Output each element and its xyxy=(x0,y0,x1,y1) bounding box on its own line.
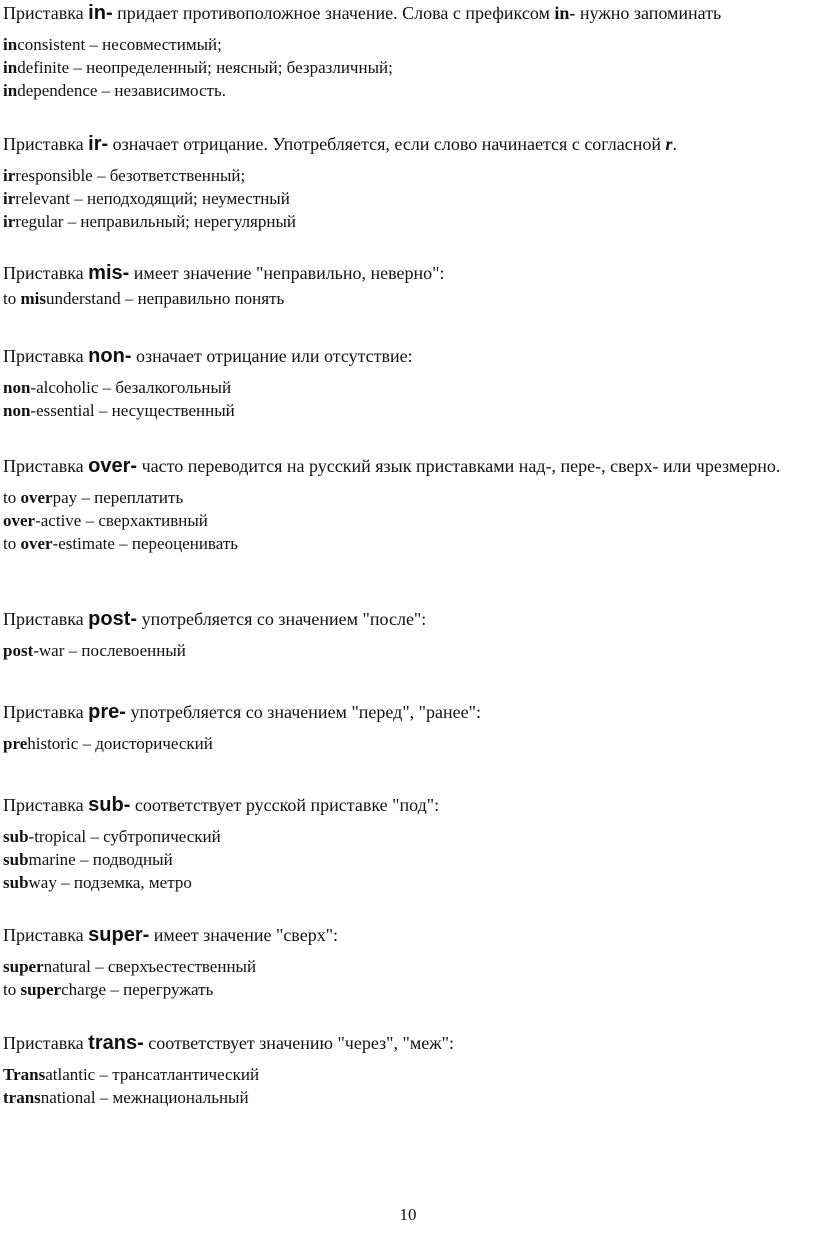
example-list xyxy=(3,33,813,102)
prefix-part: ir xyxy=(3,212,16,231)
prefix-part: sub xyxy=(3,873,29,892)
word-and-translation: atlantic – трансатлантический xyxy=(45,1065,260,1084)
prefix-part: ir xyxy=(3,166,16,185)
prefix-part: in xyxy=(3,58,18,77)
section-pre xyxy=(3,701,813,755)
word-and-translation: -estimate – переоценивать xyxy=(52,534,239,553)
word-and-translation: -war – послевоенный xyxy=(33,641,186,660)
example-line xyxy=(3,56,813,79)
prefix-heading: trans- xyxy=(88,1032,144,1054)
intro-lead: Приставка xyxy=(3,609,84,629)
intro-lead: Приставка xyxy=(3,3,84,23)
section-sub xyxy=(3,794,813,894)
prefix-part: super xyxy=(3,957,44,976)
example-line: to misunderstand – неправильно понять xyxy=(3,289,285,308)
prefix-heading: over- xyxy=(88,455,138,477)
intro-text: имеет значение "неправильно, неверно": xyxy=(133,263,445,283)
prefix-heading: non- xyxy=(88,345,132,367)
example-list xyxy=(3,732,813,755)
example-line xyxy=(3,825,813,848)
example-line xyxy=(3,732,813,755)
section-ir xyxy=(3,133,813,233)
word-and-translation: way – подземка, метро xyxy=(28,873,192,892)
example-line xyxy=(3,376,813,399)
prefix-heading: mis- xyxy=(88,262,130,284)
section-intro xyxy=(3,2,813,25)
section-intro xyxy=(3,1032,813,1055)
intro-lead: Приставка xyxy=(3,134,84,154)
section-in xyxy=(3,2,813,102)
word-and-translation: responsible – безответственный; xyxy=(15,166,246,185)
section-mis xyxy=(3,262,813,310)
intro-lead: Приставка xyxy=(3,795,84,815)
example-line: to supercharge – перегружать xyxy=(3,980,214,999)
word-and-translation: definite – неопределенный; неясный; безразличный; xyxy=(17,58,393,77)
prefix-part: pre xyxy=(3,734,28,753)
word-and-translation: charge – перегружать xyxy=(61,980,214,999)
prefix-heading: sub- xyxy=(88,794,131,816)
intro-text: означает отрицание или отсутствие: xyxy=(135,346,413,366)
section-intro xyxy=(3,262,813,285)
intro-lead: Приставка xyxy=(3,456,84,476)
example-line xyxy=(3,1086,813,1109)
example-line xyxy=(3,639,813,662)
intro-text-end: нужно запоминать xyxy=(579,3,722,23)
section-intro xyxy=(3,455,813,478)
example-list xyxy=(3,825,813,894)
section-super xyxy=(3,924,813,1001)
word-and-translation: national – межнациональный xyxy=(40,1088,249,1107)
prefix-part: post xyxy=(3,641,34,660)
prefix-heading: in- xyxy=(88,2,113,24)
example-line xyxy=(3,848,813,871)
prefix-part: ir xyxy=(3,189,16,208)
example-line xyxy=(3,871,813,894)
prefix-part: mis xyxy=(20,289,46,308)
prefix-heading: pre- xyxy=(88,701,126,723)
section-non xyxy=(3,345,813,422)
prefix-heading: post- xyxy=(88,608,138,630)
prefix-part: super xyxy=(20,980,62,999)
prefix-part: non xyxy=(3,378,31,397)
prefix-heading: ir- xyxy=(88,133,109,155)
example-line xyxy=(3,79,813,102)
word-and-translation: consistent – несовместимый; xyxy=(17,35,222,54)
word-and-translation: -active – сверхактивный xyxy=(35,511,208,530)
prefix-part: over xyxy=(3,511,36,530)
word-and-translation: relevant – неподходящий; неуместный xyxy=(15,189,290,208)
intro-text: соответствует русской приставке "под": xyxy=(134,795,440,815)
section-intro xyxy=(3,794,813,817)
intro-text: употребляется со значением "перед", "ранее": xyxy=(130,702,481,722)
section-over xyxy=(3,455,813,555)
page-number: 10 xyxy=(399,1205,417,1224)
example-line xyxy=(3,509,813,532)
example-line: to over-estimate – переоценивать xyxy=(3,534,239,553)
example-list xyxy=(3,1063,813,1109)
intro-text-end: . xyxy=(672,134,678,154)
example-line xyxy=(3,1063,813,1086)
example-line: to overpay – переплатить xyxy=(3,488,184,507)
example-line xyxy=(3,210,813,233)
example-list xyxy=(3,955,813,1001)
example-line xyxy=(3,33,813,56)
example-line xyxy=(3,955,813,978)
intro-text: имеет значение "сверх": xyxy=(153,925,339,945)
word-and-translation: -alcoholic – безалкогольный xyxy=(30,378,232,397)
prefix-part: Trans xyxy=(3,1065,46,1084)
intro-lead: Приставка xyxy=(3,1033,84,1053)
intro-text: придает противоположное значение. Слова с префиксом xyxy=(117,3,550,23)
example-line xyxy=(3,164,813,187)
prefix-part: trans xyxy=(3,1088,41,1107)
example-list xyxy=(3,486,813,555)
intro-lead: Приставка xyxy=(3,925,84,945)
example-list xyxy=(3,639,813,662)
intro-lead: Приставка xyxy=(3,346,84,366)
section-intro xyxy=(3,608,813,631)
section-intro xyxy=(3,701,813,724)
intro-text: означает отрицание. Употребляется, если слово начинается с согласной xyxy=(112,134,662,154)
word-and-translation: regular – неправильный; нерегулярный xyxy=(15,212,296,231)
word-and-translation: marine – подводный xyxy=(28,850,173,869)
intro-text: часто переводится на русский язык приставками над-, пере-, сверх- или чрезмерно. xyxy=(141,456,781,476)
intro-lead: Приставка xyxy=(3,263,84,283)
word-and-translation: -tropical – субтропический xyxy=(28,827,221,846)
prefix-part: in xyxy=(3,35,18,54)
prefix-part: sub xyxy=(3,827,29,846)
section-intro xyxy=(3,133,813,156)
word-and-translation: understand – неправильно понять xyxy=(45,289,285,308)
section-post xyxy=(3,608,813,662)
prefix-part: over xyxy=(20,488,53,507)
prefix-inline: in- xyxy=(554,3,576,23)
intro-text: соответствует значению "через", "меж": xyxy=(148,1033,455,1053)
section-trans xyxy=(3,1032,813,1109)
example-list xyxy=(3,376,813,422)
example-line xyxy=(3,187,813,210)
word-and-translation: natural – сверхъестественный xyxy=(43,957,257,976)
section-intro xyxy=(3,345,813,368)
prefix-part: non xyxy=(3,401,31,420)
prefix-part: over xyxy=(20,534,53,553)
word-and-translation: historic – доисторический xyxy=(27,734,213,753)
section-intro xyxy=(3,924,813,947)
example-list xyxy=(3,164,813,233)
prefix-part: in xyxy=(3,81,18,100)
intro-text: употребляется со значением "после": xyxy=(141,609,427,629)
example-list xyxy=(3,287,813,310)
prefix-heading: super- xyxy=(88,924,150,946)
word-and-translation: -essential – несущественный xyxy=(30,401,235,420)
prefix-part: sub xyxy=(3,850,29,869)
example-line xyxy=(3,399,813,422)
word-and-translation: dependence – независимость. xyxy=(17,81,226,100)
intro-lead: Приставка xyxy=(3,702,84,722)
intro-italic-letter: r xyxy=(665,134,673,154)
word-and-translation: pay – переплатить xyxy=(52,488,184,507)
